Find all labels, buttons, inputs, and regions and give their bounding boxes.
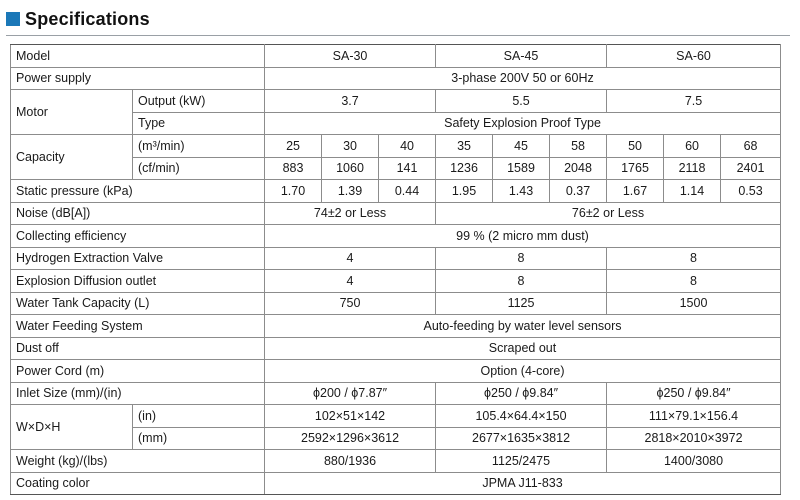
motor-type-value: Safety Explosion Proof Type [265, 112, 781, 135]
table-row [11, 405, 781, 428]
cell-value: 1236 [436, 157, 493, 180]
row-label-inlet-size: Inlet Size (mm)/(in) [11, 382, 265, 405]
row-label-wdh: W×D×H [11, 405, 133, 450]
section-marker-icon [6, 12, 20, 26]
cell-value: 1400/3080 [607, 450, 781, 473]
table-row [11, 450, 781, 473]
cell-value: ϕ200 / ϕ7.87″ [265, 382, 436, 405]
cell-value: 35 [436, 135, 493, 158]
row-label-hydrogen-valve: Hydrogen Extraction Valve [11, 247, 265, 270]
cell-value: 58 [550, 135, 607, 158]
noise-sa30: 74±2 or Less [265, 202, 436, 225]
cell-value: 45 [493, 135, 550, 158]
row-label-explosion-outlet: Explosion Diffusion outlet [11, 270, 265, 293]
cell-value: 1060 [322, 157, 379, 180]
sub-label-type: Type [133, 112, 265, 135]
sub-label-in: (in) [133, 405, 265, 428]
cell-value: 0.53 [721, 180, 781, 203]
cell-value: 2048 [550, 157, 607, 180]
cell-value: 2592×1296×3612 [265, 427, 436, 450]
table-row [11, 67, 781, 90]
cell-value: ϕ250 / ϕ9.84″ [436, 382, 607, 405]
table-row [11, 202, 781, 225]
output-sa45: 5.5 [436, 90, 607, 113]
model-sa45: SA-45 [436, 45, 607, 68]
row-label-water-feeding: Water Feeding System [11, 315, 265, 338]
table-row [11, 292, 781, 315]
sub-label-output: Output (kW) [133, 90, 265, 113]
row-label-model: Model [11, 45, 265, 68]
cell-value: 880/1936 [265, 450, 436, 473]
row-label-dust-off: Dust off [11, 337, 265, 360]
row-label-collecting-efficiency: Collecting efficiency [11, 225, 265, 248]
cell-value: 1.70 [265, 180, 322, 203]
section-header [6, 8, 790, 30]
cell-value: 0.44 [379, 180, 436, 203]
table-row [11, 45, 781, 68]
cell-value: 0.37 [550, 180, 607, 203]
cell-value: 1.39 [322, 180, 379, 203]
table-row [11, 337, 781, 360]
coating-color-value: JPMA J11-833 [265, 472, 781, 495]
cell-value: 40 [379, 135, 436, 158]
table-row [11, 225, 781, 248]
cell-value: 2401 [721, 157, 781, 180]
row-label-capacity: Capacity [11, 135, 133, 180]
table-row [11, 472, 781, 495]
row-label-power-supply: Power supply [11, 67, 265, 90]
table-row [11, 180, 781, 203]
cell-value: 2118 [664, 157, 721, 180]
cell-value: 883 [265, 157, 322, 180]
row-label-coating-color: Coating color [11, 472, 265, 495]
cell-value: 1.14 [664, 180, 721, 203]
sub-label-cf: (cf/min) [133, 157, 265, 180]
row-label-noise: Noise (dB[A]) [11, 202, 265, 225]
table-row [11, 135, 781, 158]
model-sa60: SA-60 [607, 45, 781, 68]
cell-value: ϕ250 / ϕ9.84″ [607, 382, 781, 405]
table-row [11, 360, 781, 383]
cell-value: 102×51×142 [265, 405, 436, 428]
power-cord-value: Option (4-core) [265, 360, 781, 383]
noise-sa45-sa60: 76±2 or Less [436, 202, 781, 225]
cell-value: 105.4×64.4×150 [436, 405, 607, 428]
sub-label-mm: (mm) [133, 427, 265, 450]
cell-value: 141 [379, 157, 436, 180]
cell-value: 1.67 [607, 180, 664, 203]
cell-value: 50 [607, 135, 664, 158]
cell-value: 1125 [436, 292, 607, 315]
cell-value: 1125/2475 [436, 450, 607, 473]
row-label-motor: Motor [11, 90, 133, 135]
cell-value: 1.43 [493, 180, 550, 203]
cell-value: 60 [664, 135, 721, 158]
cell-value: 8 [607, 270, 781, 293]
sub-label-m3: (m³/min) [133, 135, 265, 158]
model-sa30: SA-30 [265, 45, 436, 68]
water-feeding-value: Auto-feeding by water level sensors [265, 315, 781, 338]
cell-value: 4 [265, 270, 436, 293]
output-sa60: 7.5 [607, 90, 781, 113]
table-row [11, 270, 781, 293]
table-row [11, 247, 781, 270]
row-label-static-pressure: Static pressure (kPa) [11, 180, 265, 203]
cell-value: 111×79.1×156.4 [607, 405, 781, 428]
cell-value: 30 [322, 135, 379, 158]
row-label-water-tank: Water Tank Capacity (L) [11, 292, 265, 315]
page-title: Specifications [25, 9, 150, 29]
cell-value: 8 [436, 270, 607, 293]
cell-value: 8 [607, 247, 781, 270]
power-supply-value: 3-phase 200V 50 or 60Hz [265, 67, 781, 90]
table-row [11, 315, 781, 338]
cell-value: 2818×2010×3972 [607, 427, 781, 450]
cell-value: 25 [265, 135, 322, 158]
table-row [11, 382, 781, 405]
header-divider [6, 35, 790, 36]
collecting-efficiency-value: 99 % (2 micro mm dust) [265, 225, 781, 248]
spec-table [10, 44, 781, 495]
cell-value: 1500 [607, 292, 781, 315]
cell-value: 1589 [493, 157, 550, 180]
cell-value: 8 [436, 247, 607, 270]
row-label-power-cord: Power Cord (m) [11, 360, 265, 383]
row-label-weight: Weight (kg)/(lbs) [11, 450, 265, 473]
cell-value: 4 [265, 247, 436, 270]
dust-off-value: Scraped out [265, 337, 781, 360]
output-sa30: 3.7 [265, 90, 436, 113]
cell-value: 2677×1635×3812 [436, 427, 607, 450]
cell-value: 750 [265, 292, 436, 315]
cell-value: 1.95 [436, 180, 493, 203]
cell-value: 1765 [607, 157, 664, 180]
table-row [11, 90, 781, 113]
cell-value: 68 [721, 135, 781, 158]
